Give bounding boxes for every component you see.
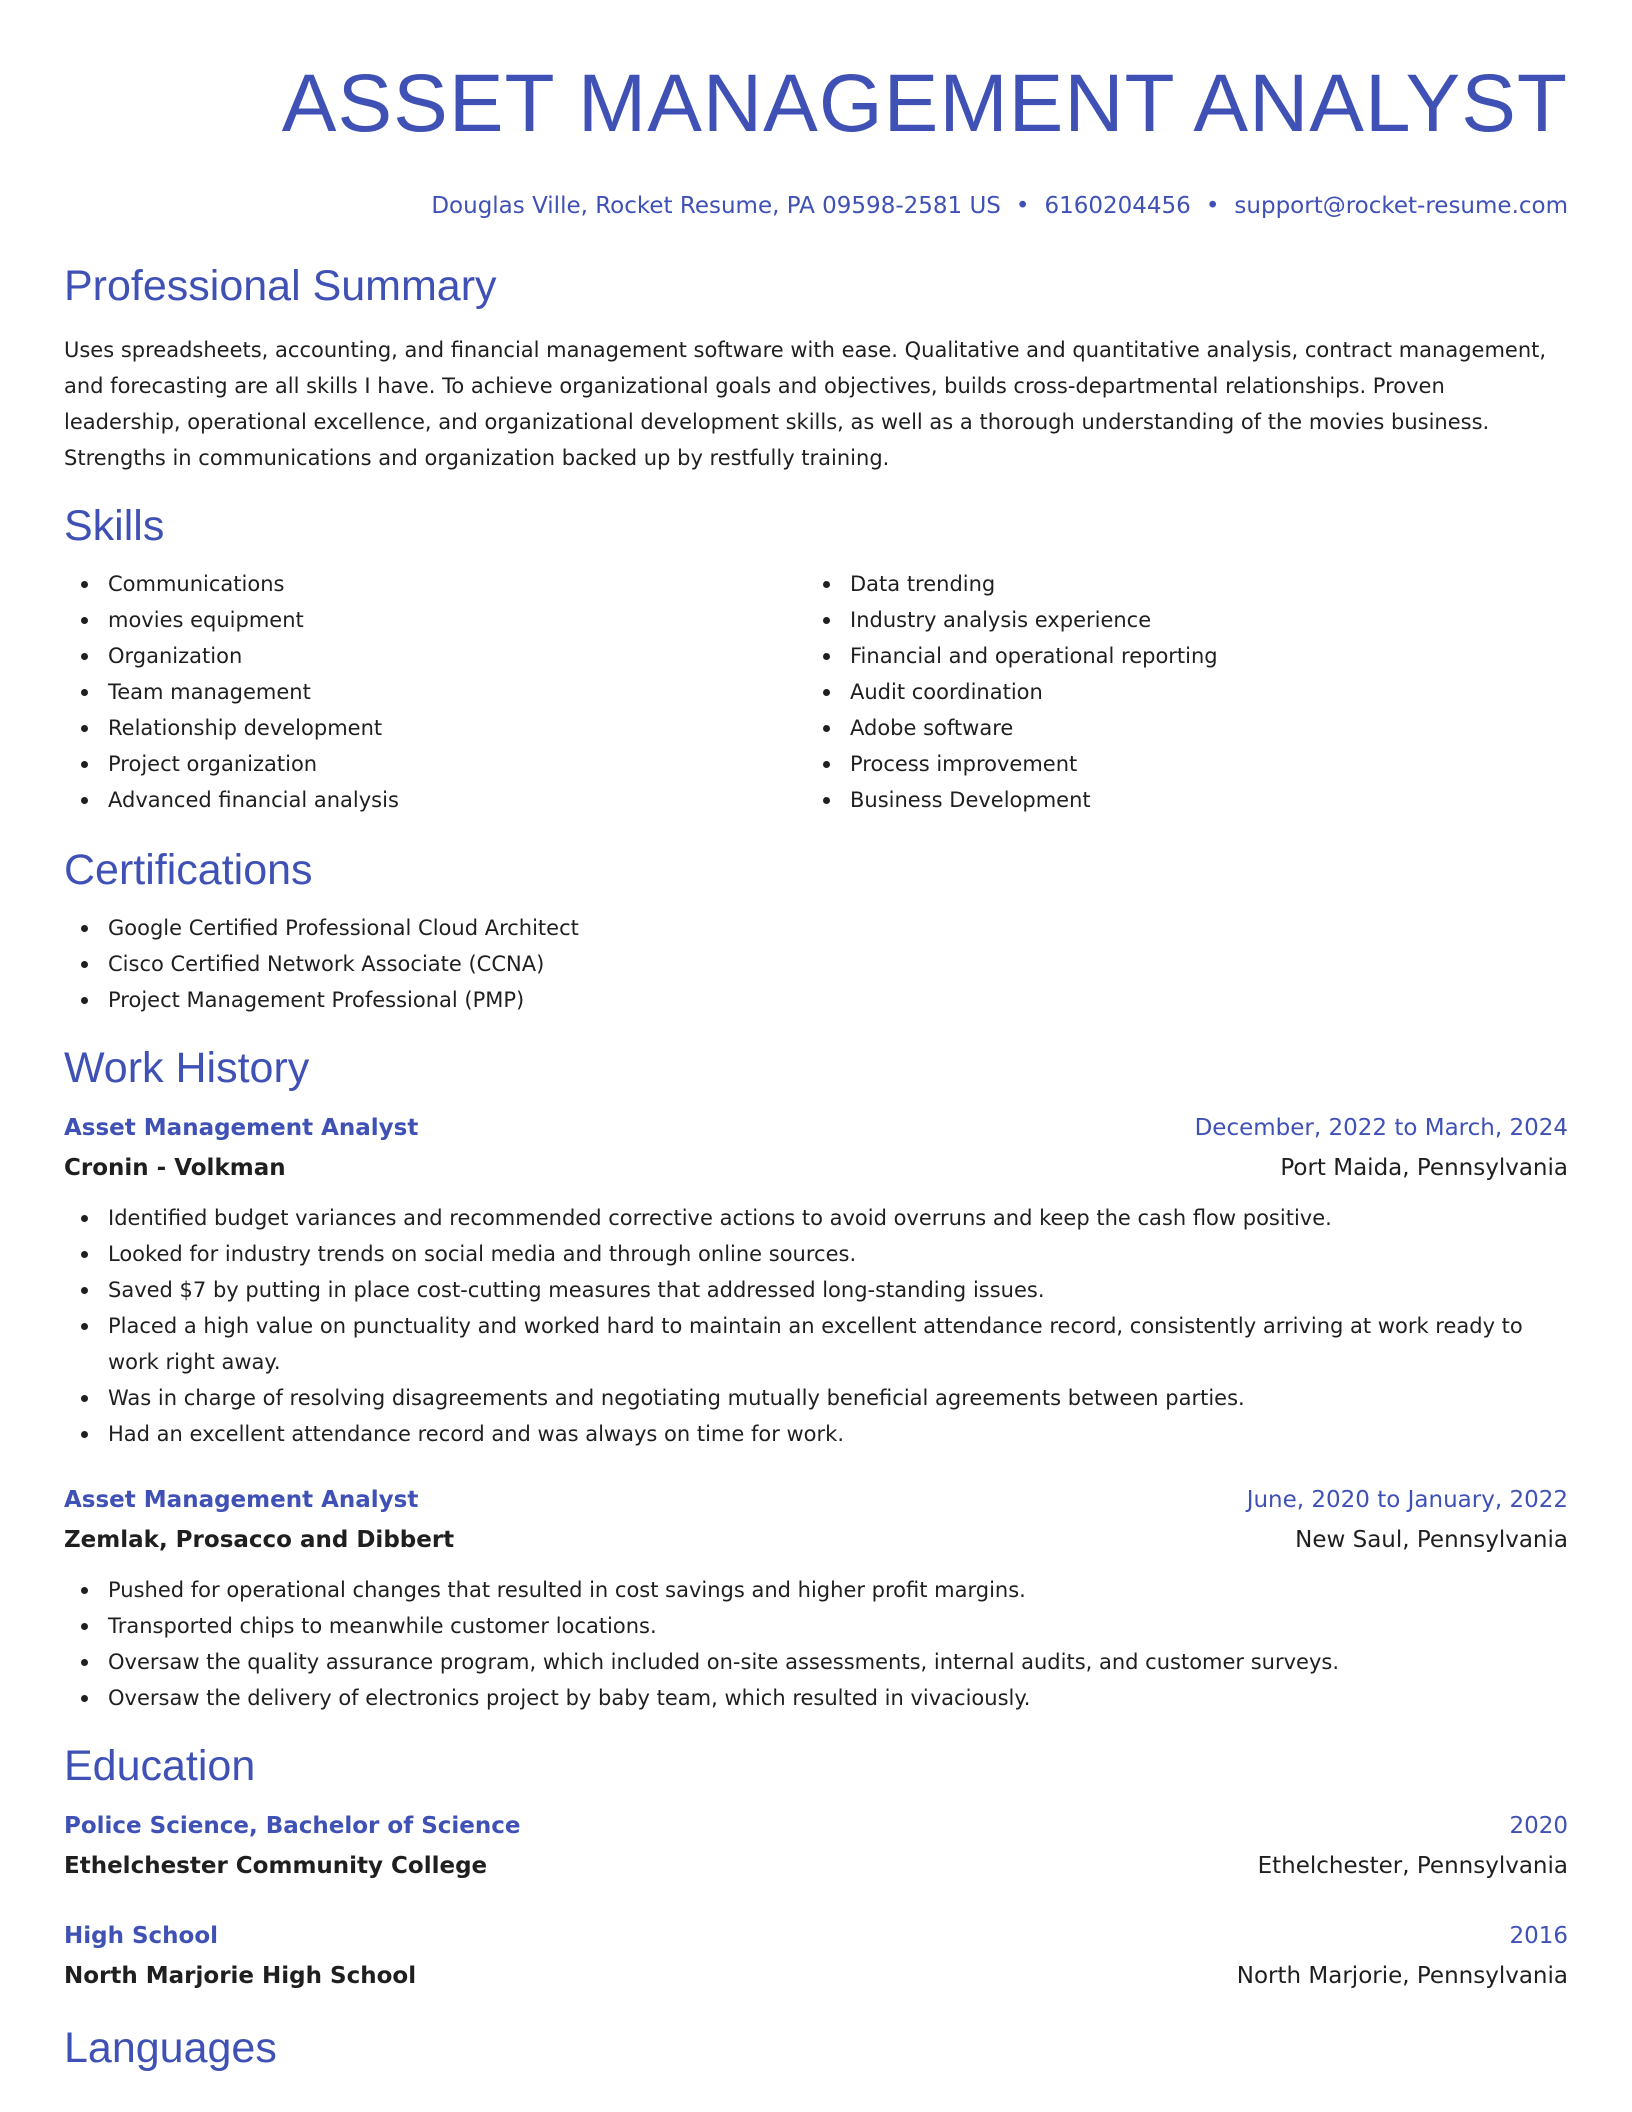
job-entry (64, 1108, 1568, 1452)
certification-item: Cisco Certified Network Associate (CCNA) (108, 946, 1568, 982)
contact-phone: 6160204456 (1044, 193, 1191, 219)
skill-item: Audit coordination (850, 674, 1548, 710)
resume-name: ASSET MANAGEMENT ANALYST (281, 58, 1568, 149)
skill-item: Business Development (850, 782, 1548, 818)
education-subheader (64, 1956, 1568, 1996)
skill-item: Organization (108, 638, 806, 674)
education-entry (64, 1916, 1568, 1996)
education-degree: Police Science, Bachelor of Science (64, 1813, 521, 1839)
education-year: 2016 (1509, 1923, 1568, 1949)
certification-item: Google Certified Professional Cloud Architect (108, 910, 1568, 946)
skill-item: movies equipment (108, 602, 806, 638)
education-school: Ethelchester Community College (64, 1853, 488, 1879)
education-header (64, 1916, 1568, 1956)
education-year: 2020 (1509, 1813, 1568, 1839)
summary-text: Uses spreadsheets, accounting, and financial management software with ease. Qualitative and quantitative analysis, contract management, and forecasting are all skills I have. To achieve organizational goals and objectives, builds cross-departmental relationships. Proven leadership, operational excellence, and organizational development skills, as well as a thorough understanding of the movies business. Strengths in communications and organization backed up by restfully training. (64, 338, 1547, 470)
education-subheader (64, 1846, 1568, 1886)
skill-item: Communications (108, 566, 806, 602)
job-duty-item: Transported chips to meanwhile customer locations. (108, 1608, 1568, 1644)
skill-item: Industry analysis experience (850, 602, 1548, 638)
job-dates: June, 2020 to January, 2022 (1246, 1487, 1568, 1513)
skills-list (64, 566, 1568, 818)
job-duty-item: Pushed for operational changes that resulted in cost savings and higher profit margins. (108, 1572, 1568, 1608)
education-entry (64, 1806, 1568, 1886)
job-duty-item: Oversaw the quality assurance program, which included on-site assessments, internal audits, and customer surveys. (108, 1644, 1568, 1680)
education-header (64, 1806, 1568, 1846)
certifications-list (64, 910, 1568, 1018)
job-duties (64, 1200, 1568, 1452)
job-dates: December, 2022 to March, 2024 (1194, 1115, 1568, 1141)
job-duty-item: Saved $7 by putting in place cost-cutting measures that addressed long-standing issues. (108, 1272, 1528, 1308)
job-duty-item: Oversaw the delivery of electronics project by baby team, which resulted in vivaciously. (108, 1680, 1568, 1716)
education-degree: High School (64, 1923, 219, 1949)
education-location: Ethelchester, Pennsylvania (1257, 1853, 1568, 1879)
job-title: Asset Management Analyst (64, 1487, 419, 1513)
contact-line (64, 190, 1568, 222)
job-location: New Saul, Pennsylvania (1295, 1527, 1568, 1553)
certification-item: Project Management Professional (PMP) (108, 982, 1568, 1018)
work-history-heading: Work History (64, 1044, 310, 1092)
skill-item: Project organization (108, 746, 806, 782)
certifications-heading: Certifications (64, 846, 313, 894)
skill-item: Data trending (850, 566, 1548, 602)
skills-heading: Skills (64, 502, 165, 550)
skill-item: Relationship development (108, 710, 806, 746)
job-duty-item: Was in charge of resolving disagreements and negotiating mutually beneficial agreements between parties. (108, 1380, 1528, 1416)
job-title: Asset Management Analyst (64, 1115, 419, 1141)
skill-item: Financial and operational reporting (850, 638, 1548, 674)
skill-item: Team management (108, 674, 806, 710)
job-entry (64, 1480, 1568, 1716)
education-location: North Marjorie, Pennsylvania (1236, 1963, 1568, 1989)
languages-heading: Languages (64, 2024, 277, 2072)
job-duty-item: Had an excellent attendance record and was always on time for work. (108, 1416, 1528, 1452)
skill-item: Advanced financial analysis (108, 782, 806, 818)
job-location: Port Maida, Pennsylvania (1280, 1155, 1568, 1181)
skills-column-left (64, 566, 806, 818)
contact-separator: • (1205, 193, 1220, 219)
skill-item: Process improvement (850, 746, 1548, 782)
contact-address: Douglas Ville, Rocket Resume, PA 09598-2581 US (431, 193, 1001, 219)
education-heading: Education (64, 1742, 256, 1790)
skills-column-right (806, 566, 1548, 818)
job-duty-item: Identified budget variances and recommended corrective actions to avoid overruns and keep the cash flow positive. (108, 1200, 1528, 1236)
contact-separator: • (1015, 193, 1030, 219)
job-employer: Cronin - Volkman (64, 1155, 286, 1181)
job-header (64, 1480, 1568, 1520)
skill-item: Adobe software (850, 710, 1548, 746)
job-subheader (64, 1520, 1568, 1560)
job-duty-item: Looked for industry trends on social media and through online sources. (108, 1236, 1528, 1272)
job-duties (64, 1572, 1568, 1716)
education-school: North Marjorie High School (64, 1963, 417, 1989)
job-subheader (64, 1148, 1568, 1188)
contact-email: support@rocket-resume.com (1234, 193, 1568, 219)
job-header (64, 1108, 1568, 1148)
job-duty-item: Placed a high value on punctuality and worked hard to maintain an excellent attendance record, consistently arriving at work ready to work right away. (108, 1308, 1528, 1380)
summary-heading: Professional Summary (64, 262, 497, 310)
job-employer: Zemlak, Prosacco and Dibbert (64, 1527, 455, 1553)
